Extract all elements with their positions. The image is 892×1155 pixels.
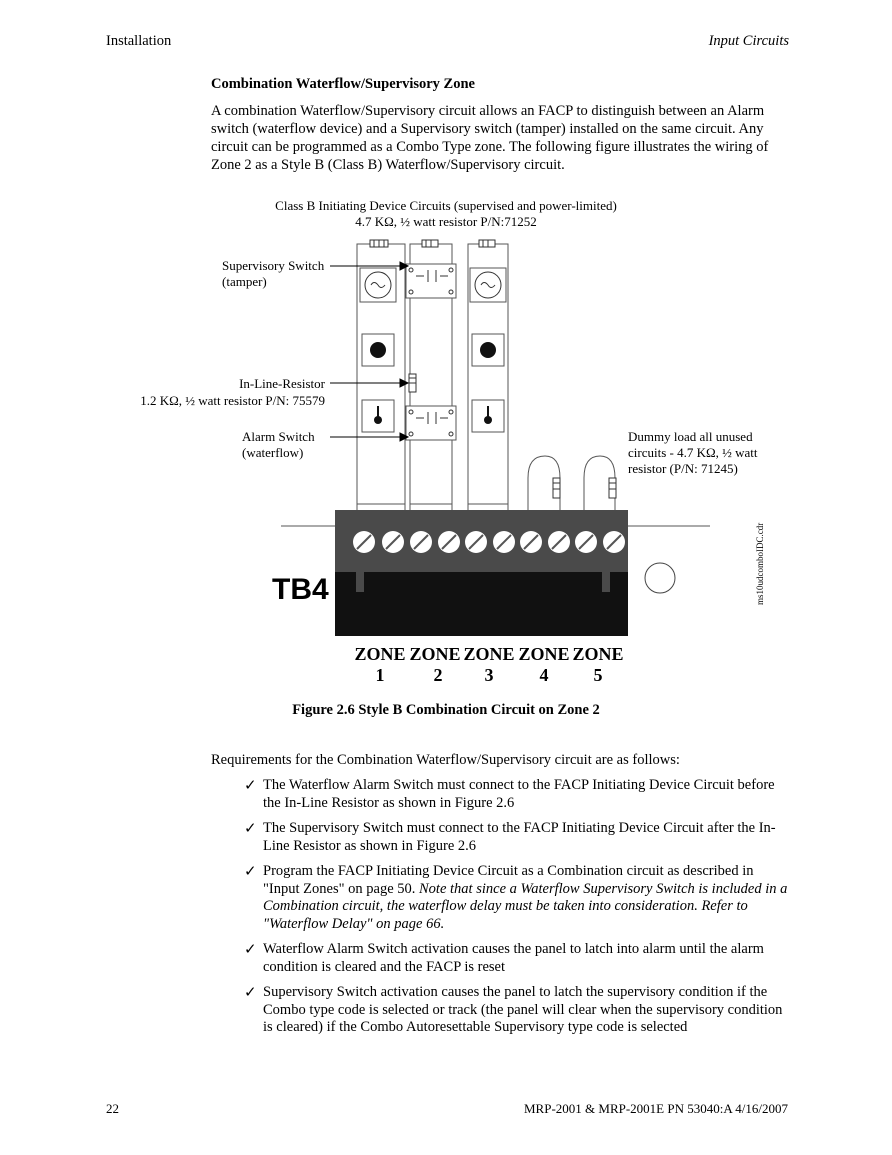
zone-label-number: 4	[539, 665, 549, 685]
screw-icon	[548, 531, 570, 553]
alarm-switch-sublabel: (waterflow)	[242, 445, 304, 460]
zone-label-word: ZONE	[572, 644, 624, 664]
zone-label-word: ZONE	[409, 644, 461, 664]
page-number: 22	[106, 1101, 119, 1116]
supervisory-switch-sublabel: (tamper)	[222, 274, 267, 289]
document-id: MRP-2001 & MRP-2001E PN 53040:A 4/16/2007	[523, 1101, 788, 1116]
dummy-load-label-1: Dummy load all unused	[628, 429, 753, 444]
resistor-icon	[370, 240, 388, 247]
mounting-hole-icon	[645, 563, 675, 593]
section-title: Combination Waterflow/Supervisory Zone	[211, 76, 475, 92]
terminal-block-label: TB4	[272, 573, 329, 606]
list-item: ✓ The Waterflow Alarm Switch must connect to the FACP Initiating Device Circuit before the In-Line Resistor as shown in Figure 2.6	[244, 776, 775, 811]
resistor-icon	[553, 478, 560, 498]
resistor-icon	[479, 240, 495, 247]
list-item: ✓ The Supervisory Switch must connect to the FACP Initiating Device Circuit after the In-Line Resistor as shown in Figure 2.6	[244, 819, 776, 854]
file-id-label: ms10udcomboIDC.cdr	[755, 522, 765, 605]
screw-icon	[520, 531, 542, 553]
pull-station-icon	[362, 400, 394, 432]
checkmark-icon: ✓	[244, 776, 257, 794]
inline-resistor-sublabel: 1.2 KΩ, ½ watt resistor P/N: 75579	[140, 393, 325, 408]
supervisory-switch-icon	[406, 264, 456, 298]
supervisory-switch-label: Supervisory Switch	[222, 258, 325, 273]
intro-paragraph: A combination Waterflow/Supervisory circuit allows an FACP to distinguish between an Alarm switch (waterflow device) and a Supervisory switch (tamper) installed on the same circuit. Any circuit can be programmed as a Combo Type zone. The following figure illustrates the wiring of Zone 2 as a Style B (Class B) Waterflow/Supervisory circuit.	[211, 103, 769, 173]
italic-note: Note that since a Waterflow Supervisory Switch is included in a Combination circuit, the waterflow delay must be taken into consideration. Refer to "Waterflow Delay" on page 66.	[263, 880, 788, 932]
dummy-load-label-2: circuits - 4.7 KΩ, ½ watt	[628, 445, 758, 460]
alarm-switch-label: Alarm Switch	[242, 429, 315, 444]
zone-label-number: 3	[484, 665, 494, 685]
screw-icon	[575, 531, 597, 553]
checkmark-icon: ✓	[244, 940, 257, 958]
checkmark-icon: ✓	[244, 862, 257, 880]
header-chapter-name: Input Circuits	[708, 33, 789, 49]
zone-labels	[354, 644, 623, 685]
checkmark-icon: ✓	[244, 983, 257, 1001]
pull-station-icon	[472, 400, 504, 432]
inline-resistor-label: In-Line-Resistor	[239, 376, 325, 391]
screw-icon	[603, 531, 625, 553]
dummy-load-label-3: resistor (P/N: 71245)	[628, 461, 738, 476]
list-item: ✓ Supervisory Switch activation causes the panel to latch the supervisory condition if the Combo type code is selected or track (the panel will clear when the supervisory condition is cleared) if the Combo Autoresettable Supervisory type code is selected	[244, 983, 783, 1035]
zone-label-word: ZONE	[518, 644, 570, 664]
alarm-switch-icon	[406, 406, 456, 440]
zone-label-number: 5	[593, 665, 603, 685]
zone-label-number: 2	[433, 665, 443, 685]
figure-caption: Figure 2.6 Style B Combination Circuit on Zone 2	[292, 702, 600, 718]
horn-icon	[470, 268, 506, 302]
screw-icon	[493, 531, 515, 553]
screw-icon	[465, 531, 487, 553]
list-item: ✓ Program the FACP Initiating Device Circuit as a Combination circuit as described in "Input Zones" on page 50. Note that since a Waterflow Supervisory Switch is included in a Combination circuit, the waterflow delay must be taken into consideration. Refer to "Waterflow Delay" on page 66.	[244, 862, 788, 932]
switch-icons	[406, 264, 456, 440]
screw-icon	[410, 531, 432, 553]
resistor-icon	[409, 374, 416, 392]
figure-top-label-2: 4.7 KΩ, ½ watt resistor P/N:71252	[355, 214, 537, 229]
requirements-intro: Requirements for the Combination Waterflow/Supervisory circuit are as follows:	[211, 752, 680, 768]
detector-icon	[472, 334, 504, 366]
checkmark-icon: ✓	[244, 819, 257, 837]
terminal-block-tb4	[335, 510, 628, 636]
zone-label-number: 1	[375, 665, 385, 685]
zone-label-word: ZONE	[463, 644, 515, 664]
header-section-name: Installation	[106, 33, 172, 49]
resistor-icon	[422, 240, 438, 247]
screw-icon	[438, 531, 460, 553]
zone-label-word: ZONE	[354, 644, 406, 664]
screw-icon	[382, 531, 404, 553]
list-item: ✓ Waterflow Alarm Switch activation causes the panel to latch into alarm until the alarm condition is cleared and the FACP is reset	[244, 940, 764, 975]
screw-icon	[353, 531, 375, 553]
detector-icon	[362, 334, 394, 366]
horn-icon	[360, 268, 396, 302]
resistor-icon	[609, 478, 616, 498]
requirements-list	[244, 777, 792, 1045]
figure-top-label-1: Class B Initiating Device Circuits (supervised and power-limited)	[275, 198, 617, 213]
